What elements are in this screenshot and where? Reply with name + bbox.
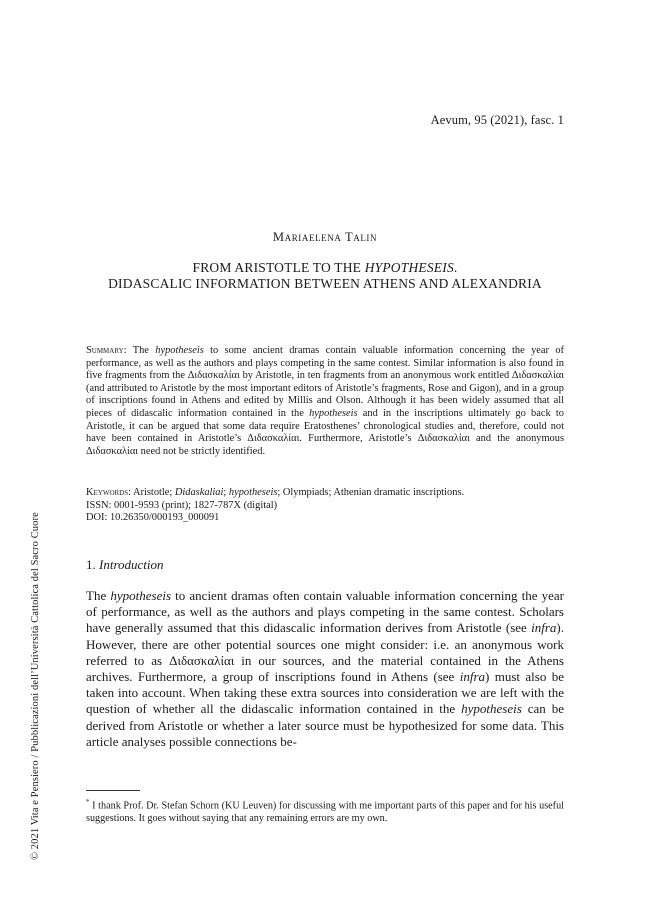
footnote-mark: * xyxy=(86,798,90,806)
section-number: 1. xyxy=(86,557,99,572)
title-line-1-italic: HYPOTHESEIS xyxy=(364,260,454,275)
footnote-rule xyxy=(86,790,140,791)
section-title: Introduction xyxy=(99,557,164,572)
body-text: can be derived from Aristotle or whether a later source must be hypothesized for some data. This article analyses possible connections be- xyxy=(86,701,564,749)
title-line-1 xyxy=(0,260,650,276)
title-line-2: DIDASCALIC INFORMATION BETWEEN ATHENS AND ALEXANDRIA xyxy=(108,276,542,291)
copyright-sidebar: © 2021 Vita e Pensiero / Pubblicazioni dell’Università Cattolica del Sacro Cuore xyxy=(30,512,41,860)
body-italic: infra xyxy=(531,620,557,636)
body-text: to ancient dramas often contain valuable information concerning the year of performance, as well as the authors and plays competing in the same contest. Scholars have generally assumed that this didascalic information derives from Aristotle (see xyxy=(86,588,564,636)
summary-text: to some ancient dramas contain valuable information concerning the year of performance, as well as the authors and plays competing in the same contest. Similar information is also found in five fragments from the Διδασκαλίαι by Aristotle, in ten fragments from an anonymous work entitled Διδασκαλίαι (and attributed to Aristotle by the most important editors of Aristotle’s fragments, Rose and Gigon), and in a group of inscriptions found in Athens and edited by Millis and Olson. Although it has been widely assumed that all pieces of didascalic information contained in the xyxy=(86,345,564,419)
summary-text: and in the inscriptions ultimately go back to Aristotle, it can be argued that some data require Eratosthenes’ chronological studies and, therefore, could not have been contained in Aristotle’s Διδασκαλίαι. Furthermore, Aristotle’s Διδασκαλίαι and the anonymous Διδασκαλίαι need not be strictly identified. xyxy=(86,407,564,457)
footnote-text: I thank Prof. Dr. Stefan Schorn (KU Leuven) for discussing with me important parts of this paper and for his useful suggestions. It goes without saying that any remaining errors are my own. xyxy=(86,800,564,824)
title-line-1-post: . xyxy=(453,260,458,275)
body-italic: hypotheseis xyxy=(461,701,522,717)
body-italic: infra xyxy=(459,669,486,685)
summary-italic: hypotheseis xyxy=(309,407,358,419)
title-line-1-pre: FROM ARISTOTLE TO THE xyxy=(192,260,365,275)
body-italic: hypotheseis xyxy=(110,588,172,603)
keywords-text: ; xyxy=(223,487,229,498)
author-name: Mariaelena Talin xyxy=(272,230,378,244)
journal-header: Aevum, 95 (2021), fasc. 1 xyxy=(430,113,564,127)
keywords-line xyxy=(86,487,564,500)
article-title xyxy=(0,260,650,292)
body-paragraph xyxy=(86,588,564,750)
footnote xyxy=(86,796,564,825)
summary-label: Summary xyxy=(86,345,124,356)
section-heading xyxy=(86,557,164,573)
keywords-italic: hypotheseis xyxy=(228,487,278,498)
summary-abstract xyxy=(86,345,564,458)
keywords-text: : Aristotle; xyxy=(128,487,175,498)
body-text: ) must also be taken into account. When taking these extra sources into consideration we are left with the question of whether all the didascalic information contained in the xyxy=(86,669,564,717)
summary-text: : The xyxy=(123,345,156,356)
summary-italic: hypotheseis xyxy=(155,345,204,356)
body-text: ). However, there are other potential sources one might consider: i.e. an anonymous work referred to as Διδασκαλίαι in our sources, and the material contained in the Athens archives. Furthermore, a group of inscriptions found in Athens (see xyxy=(86,620,564,685)
body-text: The xyxy=(86,588,111,603)
issn-line: ISSN: 0001-9593 (print); 1827-787X (digital) xyxy=(86,499,278,511)
keywords-italic: Didaskaliai xyxy=(174,487,224,498)
keywords-text: ; Olympiads; Athenian dramatic inscriptions. xyxy=(277,487,465,498)
keywords-label: Keywords xyxy=(86,487,129,498)
keywords-block xyxy=(86,487,564,525)
doi-line: DOI: 10.26350/000193_000091 xyxy=(86,512,220,524)
